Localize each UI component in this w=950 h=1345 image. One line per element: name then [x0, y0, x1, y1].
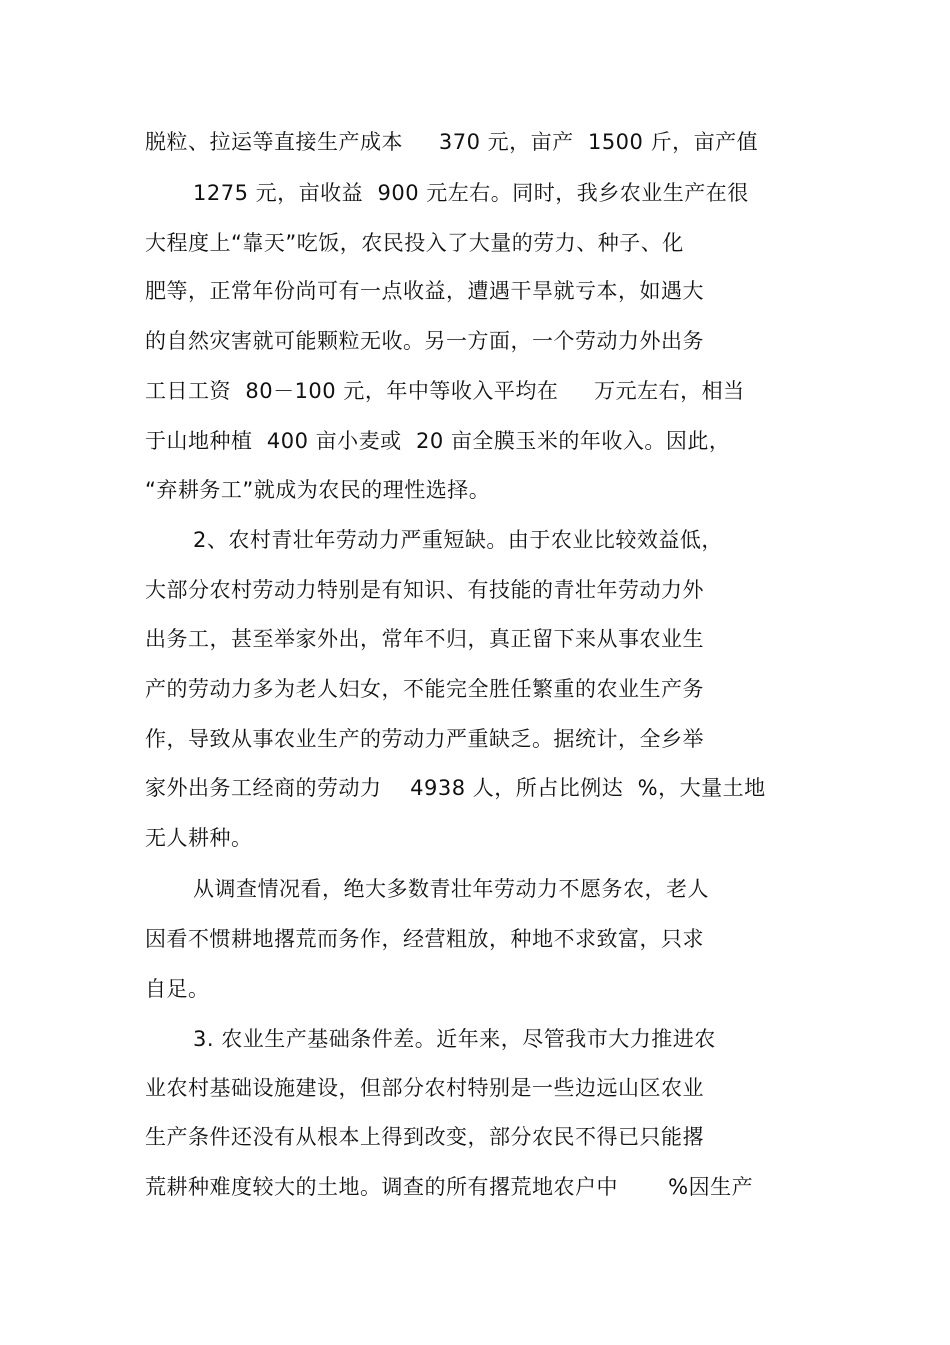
text-line: 出务工，甚至举家外出，常年不归，真正留下来从事农业生 [145, 627, 704, 651]
text-line: 家外出务工经商的劳动力 4938 人，所占比例达 %，大量土地 [145, 776, 766, 800]
text-line: 因看不惯耕地撂荒而务作，经营粗放，种地不求致富，只求 [145, 927, 704, 951]
text-line: 1275 元，亩收益 900 元左右。同时，我乡农业生产在很 [193, 181, 749, 205]
text-line: 工日工资 80－100 元，年中等收入平均在 万元左右，相当 [145, 379, 745, 403]
text-line: 脱粒、拉运等直接生产成本 370 元，亩产 1500 斤，亩产值 [145, 130, 759, 154]
text-line: 荒耕种难度较大的土地。调查的所有撂荒地农户中 %因生产 [145, 1175, 754, 1199]
text-line: “弃耕务工”就成为农民的理性选择。 [145, 478, 491, 502]
text-line: 无人耕种。 [145, 826, 253, 850]
text-line: 大程度上“靠天”吃饭，农民投入了大量的劳力、种子、化 [145, 231, 684, 255]
text-line: 的自然灾害就可能颗粒无收。另一方面，一个劳动力外出务 [145, 329, 704, 353]
text-line: 3. 农业生产基础条件差。近年来，尽管我市大力推进农 [193, 1027, 716, 1051]
text-line: 自足。 [145, 977, 210, 1001]
text-line: 业农村基础设施建设，但部分农村特别是一些边远山区农业 [145, 1076, 704, 1100]
text-line: 于山地种植 400 亩小麦或 20 亩全膜玉米的年收入。因此， [145, 429, 731, 453]
text-line: 产的劳动力多为老人妇女，不能完全胜任繁重的农业生产务 [145, 677, 704, 701]
text-line: 生产条件还没有从根本上得到改变，部分农民不得已只能撂 [145, 1125, 704, 1149]
text-line: 肥等，正常年份尚可有一点收益，遭遇干旱就亏本，如遇大 [145, 279, 704, 303]
text-line: 2、农村青壮年劳动力严重短缺。由于农业比较效益低， [193, 528, 723, 552]
text-line: 大部分农村劳动力特别是有知识、有技能的青壮年劳动力外 [145, 578, 704, 602]
text-line: 从调查情况看，绝大多数青壮年劳动力不愿务农，老人 [193, 877, 709, 901]
text-line: 作，导致从事农业生产的劳动力严重缺乏。据统计，全乡举 [145, 727, 704, 751]
